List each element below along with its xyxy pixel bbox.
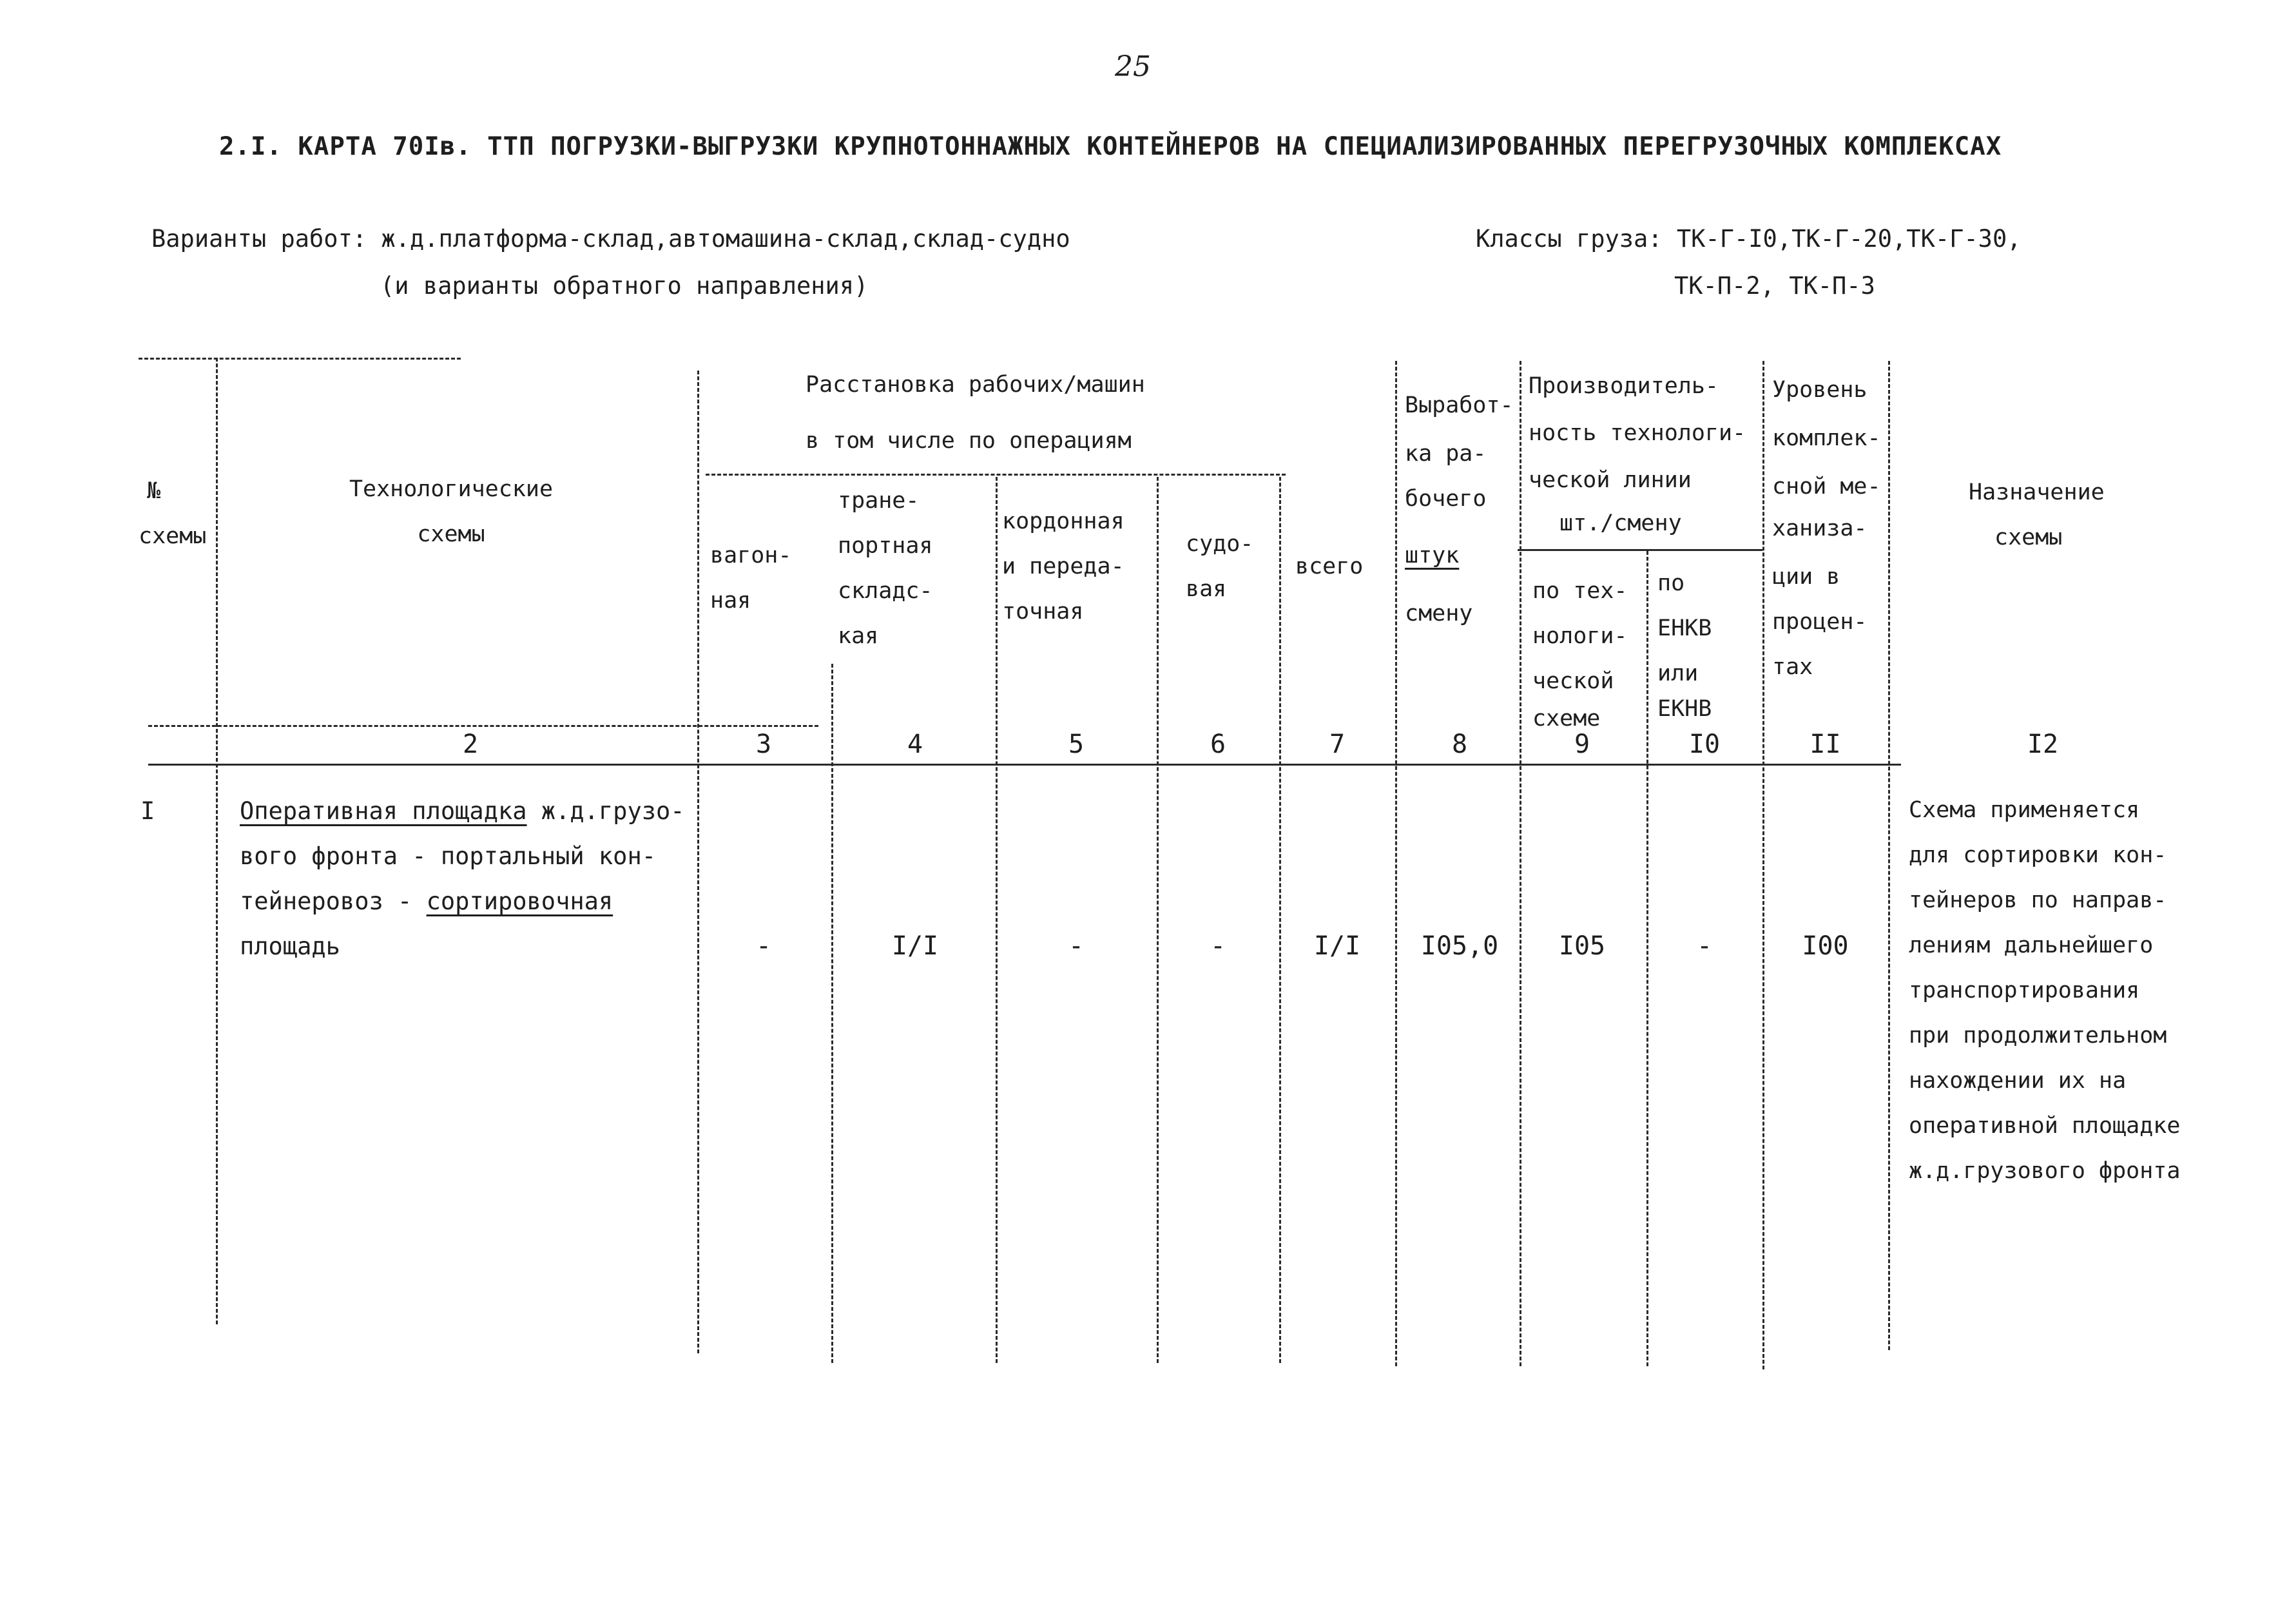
cell-productivity-scheme: I05 (1558, 931, 1606, 961)
header-col9-d: схеме (1532, 706, 1601, 731)
purpose-line: нахождении их на (1909, 1068, 2127, 1094)
table-top-border (139, 358, 461, 360)
header-col9-b: нологи- (1532, 623, 1628, 649)
header-col9-c: ческой (1532, 668, 1614, 694)
header-col10-d: ЕКНВ (1657, 696, 1712, 722)
cell-cordon: - (1068, 931, 1085, 961)
purpose-line: тейнеров по направ- (1909, 887, 2167, 913)
work-variants-note: (и варианты обратного направления) (380, 272, 869, 300)
header-group-a: Расстановка рабочих/машин (806, 372, 1145, 398)
header-col4-a: тране- (838, 488, 920, 514)
column-number: 6 (1210, 730, 1226, 759)
header-col4-c: складс- (838, 578, 933, 604)
cargo-classes-line1: ТК-Г-I0,ТК-Г-20,ТК-Г-30, (1676, 225, 2022, 253)
column-number: 9 (1574, 730, 1590, 759)
col-sep-5 (1157, 477, 1159, 1363)
scheme-line-2: вого фронта - портальный кон- (240, 842, 657, 870)
header-col11-f: процен- (1772, 609, 1868, 635)
scheme-line-1-rest: ж.д.грузо- (526, 797, 685, 825)
col-sep-8 (1520, 361, 1521, 1366)
col-sep-2 (697, 371, 699, 1353)
scheme-line-3-underlined: сортировочная (426, 887, 613, 915)
header-col11-e: ции в (1772, 564, 1840, 590)
header-col7: всего (1295, 554, 1364, 579)
header-col11-c: сной ме- (1772, 474, 1881, 499)
purpose-line: оперативной площадке (1909, 1113, 2181, 1139)
header-col6-a: судо- (1186, 531, 1254, 557)
header-col6-b: вая (1186, 576, 1227, 602)
purpose-line: лениям дальнейшего (1909, 933, 2154, 958)
col-sep-6 (1279, 477, 1281, 1363)
purpose-line: ж.д.грузового фронта (1909, 1158, 2181, 1184)
header-col3-b: ная (710, 588, 751, 614)
work-variants-line (151, 227, 1070, 251)
column-number: 3 (755, 730, 772, 759)
header-col4-d: кая (838, 623, 879, 649)
work-variants-value: ж.д.платформа-склад,автомашина-склад,склад-судно (381, 225, 1070, 253)
header-prod-c: ческой линии (1529, 467, 1692, 493)
work-variants-label: Варианты работ: (151, 225, 367, 253)
col-sep-11 (1888, 361, 1890, 1350)
column-number: I2 (2027, 730, 2059, 759)
purpose-line: транспортирования (1909, 978, 2140, 1003)
header-col11-b: комплек- (1772, 425, 1881, 451)
column-number: II (1810, 730, 1841, 759)
cell-output: I05,0 (1420, 931, 1499, 961)
scheme-line-3 (240, 889, 613, 913)
header-col10-b: ЕНКВ (1657, 615, 1712, 641)
header-col10-c: или (1657, 661, 1699, 686)
column-number: 4 (907, 730, 923, 759)
header-col10-a: по (1657, 570, 1685, 596)
row-number: I (140, 797, 155, 825)
page-number: 25 (1115, 50, 1151, 83)
header-bottom-rule (148, 764, 1901, 766)
header-col3-a: вагон- (710, 543, 792, 568)
col-sep-4 (996, 477, 998, 1363)
header-prod-a: Производитель- (1529, 373, 1719, 399)
header-col5-b: и переда- (1002, 554, 1125, 579)
header-col8-c: бочего (1405, 486, 1487, 512)
column-number: 2 (462, 730, 479, 759)
header-col2-a: Технологические (349, 476, 554, 502)
cell-productivity-norm: - (1696, 931, 1713, 961)
header-col5-a: кордонная (1002, 508, 1125, 534)
column-number: 5 (1068, 730, 1085, 759)
page-title: 2.I. КАРТА 70Iв. ТТП ПОГРУЗКИ-ВЫГРУЗКИ КРУПНОТОННАЖНЫХ КОНТЕЙНЕРОВ НА СПЕЦИАЛИЗИРОВАННЫХ ПЕРЕГРУЗОЧНЫХ КОМПЛЕКСАХ (219, 132, 2002, 161)
header-group-b: в том числе по операциям (806, 428, 1132, 454)
scheme-line-3-start: тейнеровоз - (240, 887, 427, 915)
header-col2-b: схемы (417, 521, 485, 547)
cell-total: I/I (1313, 931, 1361, 961)
header-prod-b: ность технологи- (1529, 420, 1746, 446)
header-col8-a: Выработ- (1405, 392, 1514, 418)
cargo-classes-line (1476, 227, 2022, 251)
header-col1-a: № (147, 478, 161, 504)
header-col9-a: по тех- (1532, 578, 1628, 604)
purpose-line: для сортировки кон- (1909, 842, 2167, 868)
cell-wagon: - (755, 931, 772, 961)
column-number: 8 (1451, 730, 1468, 759)
scheme-line-4: площадь (240, 933, 340, 960)
header-col4-b: портная (838, 533, 933, 559)
col-sep-1 (216, 358, 218, 1324)
header-col8-e: смену (1405, 601, 1473, 626)
group-sub-rule (706, 474, 1286, 476)
col-sep-10 (1762, 361, 1764, 1369)
header-col12-b: схемы (1994, 525, 2063, 550)
header-col1-b: схемы (139, 523, 207, 549)
cell-ship: - (1210, 931, 1226, 961)
cargo-classes-line2: ТК-П-2, ТК-П-3 (1674, 272, 1875, 300)
scheme-line-1-underlined: Оперативная площадка (240, 797, 527, 825)
purpose-line: при продолжительном (1909, 1023, 2167, 1049)
col-sep-3 (831, 664, 833, 1363)
header-col8-b: ка ра- (1405, 441, 1487, 467)
column-number: 7 (1329, 730, 1346, 759)
col-sep-9 (1646, 551, 1648, 1366)
header-col11-d: ханиза- (1772, 516, 1868, 541)
cell-mechanization-level: I00 (1802, 931, 1849, 961)
scheme-line-1 (240, 799, 685, 823)
header-col11-a: Уровень (1772, 377, 1868, 403)
header-col12-a: Назначение (1969, 479, 2105, 505)
purpose-line: Схема применяется (1909, 797, 2140, 823)
header-inner-rule (148, 725, 818, 727)
header-col8-d: штук (1405, 543, 1460, 568)
header-col11-g: тах (1772, 654, 1813, 680)
header-prod-d: шт./смену (1559, 510, 1682, 536)
column-number: I0 (1688, 730, 1721, 759)
productivity-sub-rule (1518, 549, 1762, 551)
cargo-classes-label: Классы груза: (1476, 225, 1663, 253)
cell-transport: I/I (891, 931, 939, 961)
col-sep-7 (1395, 361, 1397, 1366)
header-col5-c: точная (1002, 599, 1084, 624)
